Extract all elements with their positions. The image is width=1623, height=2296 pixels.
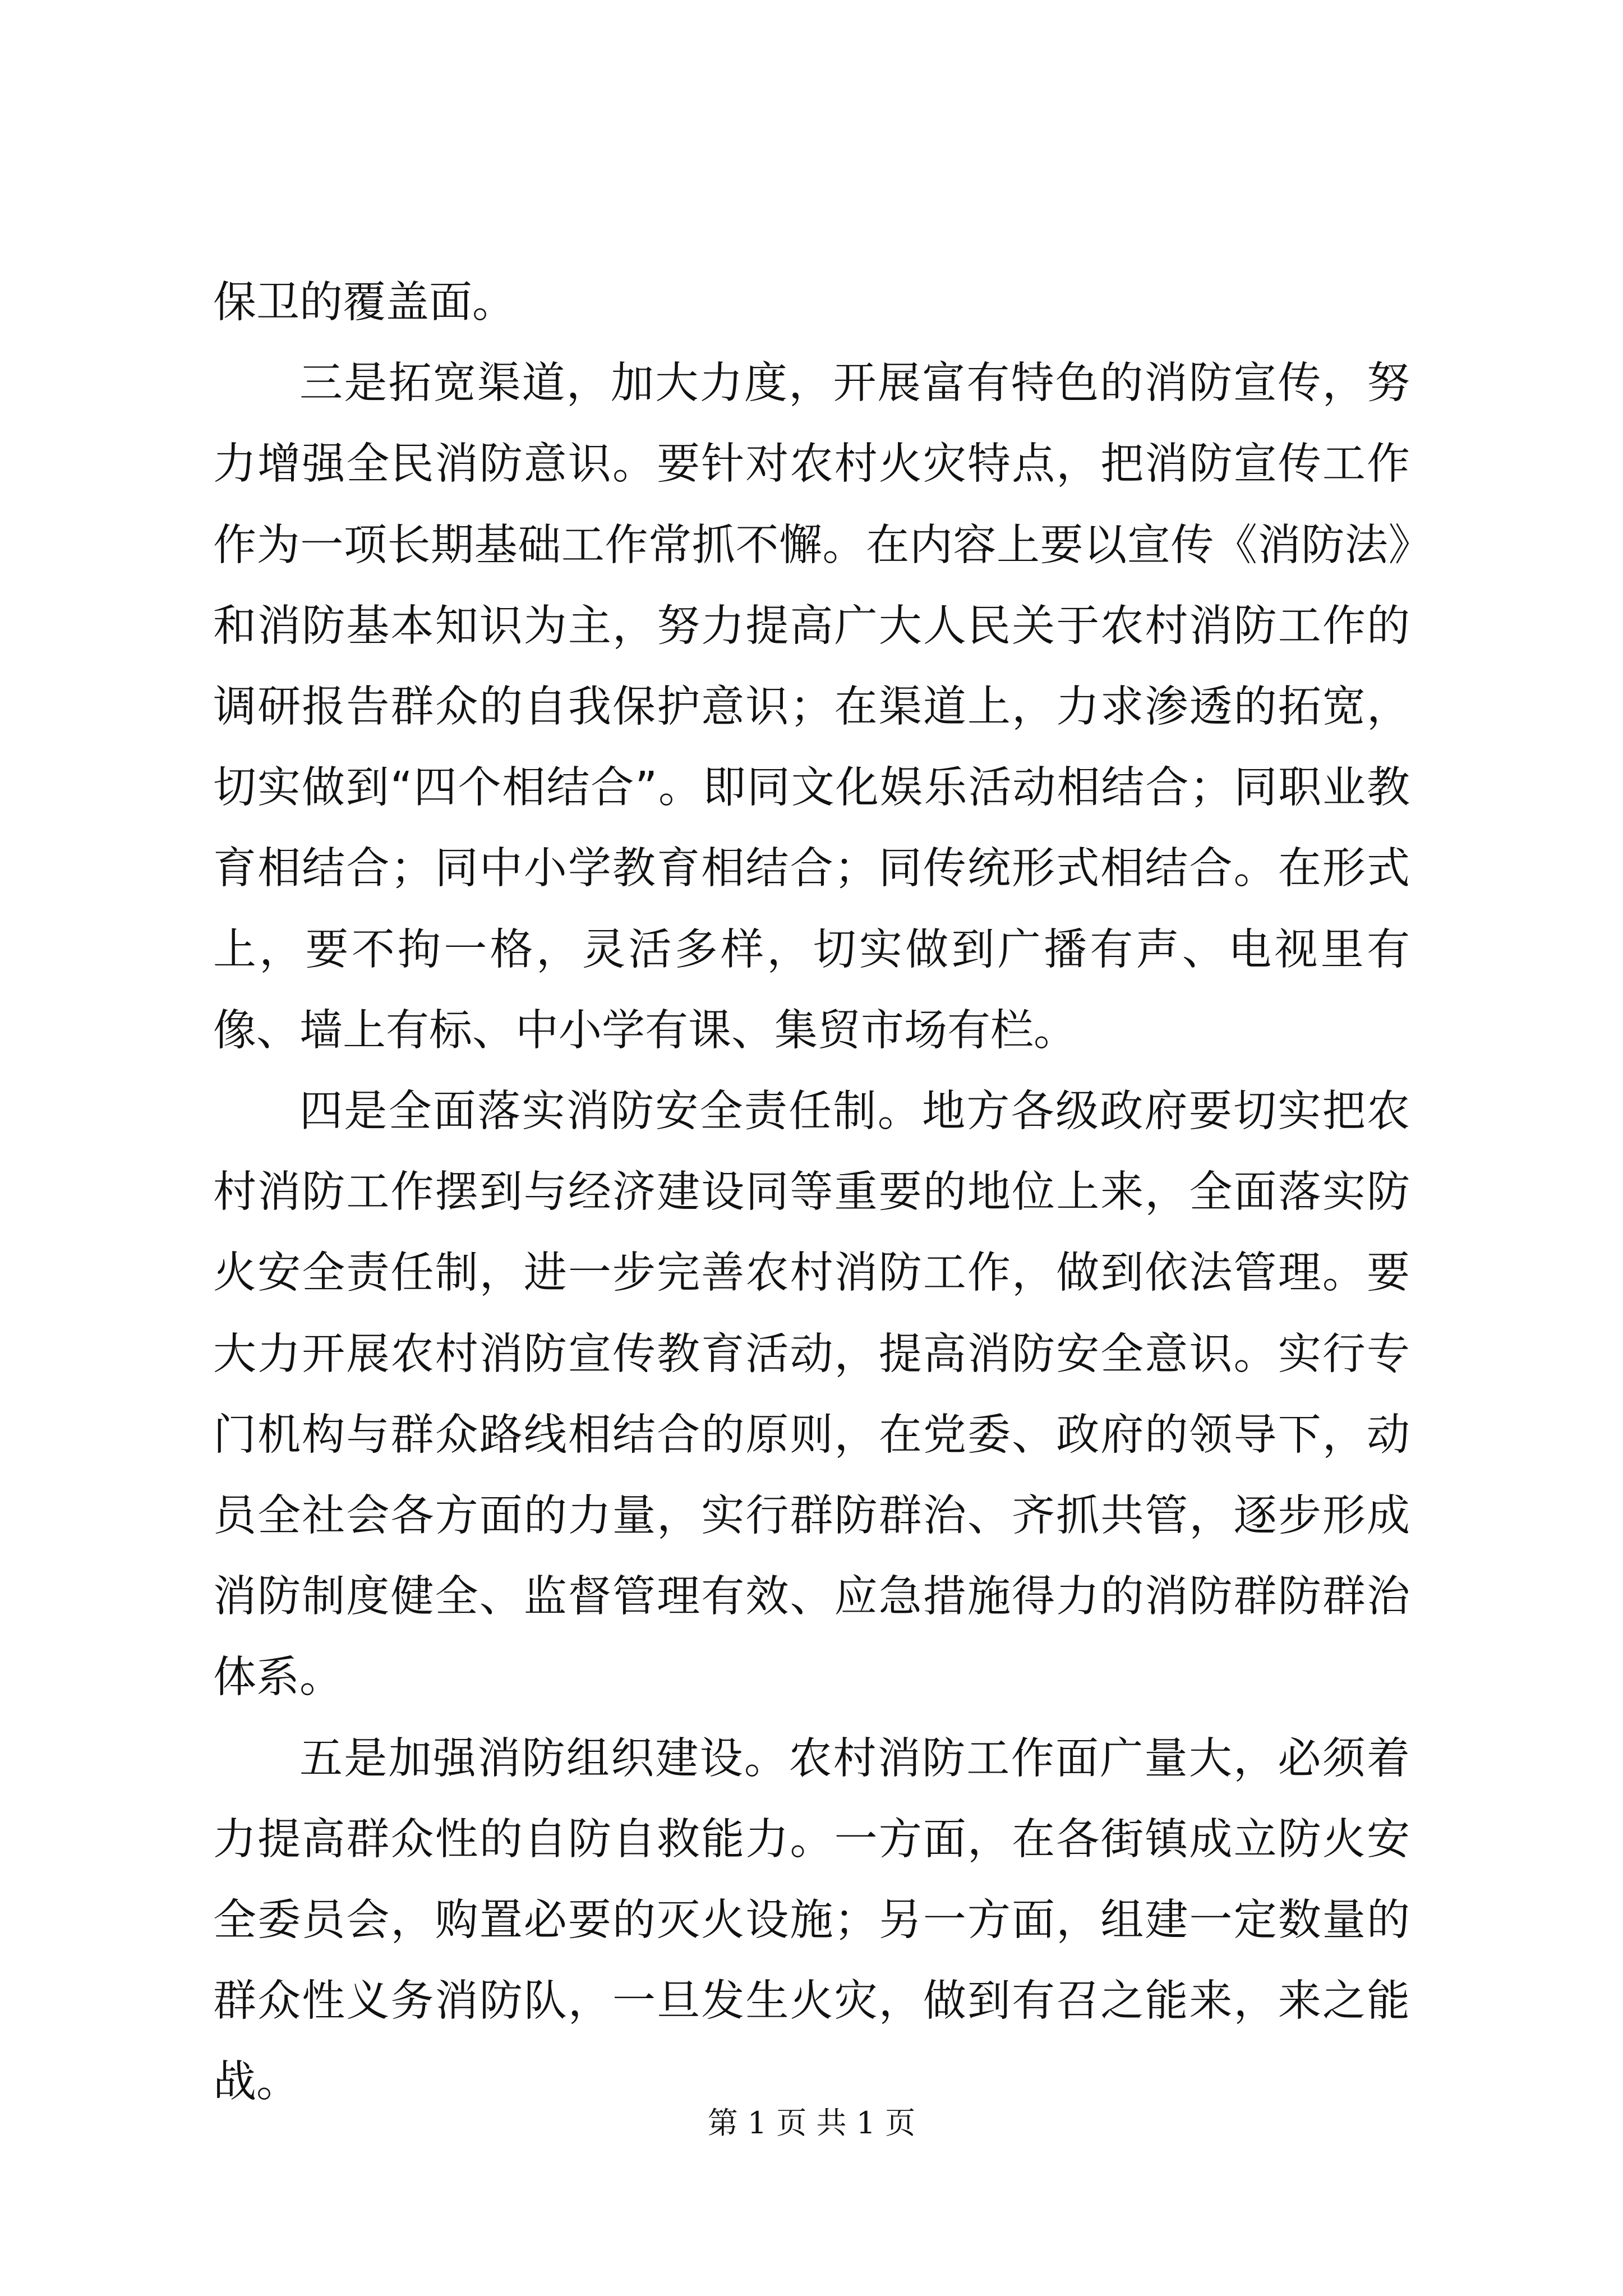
paragraph-publicity: 三是拓宽渠道，加大力度，开展富有特色的消防宣传，努力增强全民消防意识。要针对农村火灾特点，把消防宣传工作作为一项长期基础工作常抓不懈。在内容上要以宣传《消防法》和消防基本知识为主，努力提高广大人民关于农村消防工作的调研报告群众的自我保护意识；在渠道上，力求渗透的拓宽，切实做到“四个相结合”。即同文化娱乐活动相结合；同职业教育相结合；同中小学教育相结合；同传统形式相结合。在形式上，要不拘一格，灵活多样，切实做到广播有声、电视里有像、墙上有标、中小学有课、集贸市场有栏。 — [213, 358, 1410, 1056]
paragraph-responsibility: 四是全面落实消防安全责任制。地方各级政府要切实把农村消防工作摆到与经济建设同等重要的地位上来，全面落实防火安全责任制，进一步完善农村消防工作，做到依法管理。要大力开展农村消防宣传教育活动，提高消防安全意识。实行专门机构与群众路线相结合的原则，在党委、政府的领导下，动员全社会各方面的力量，实行群防群治、齐抓共管，逐步形成消防制度健全、监督管理有效、应急措施得力的消防群防群治体系。 — [213, 1087, 1410, 1703]
paragraph-organization: 五是加强消防组织建设。农村消防工作面广量大，必须着力提高群众性的自防自救能力。一方面，在各街镇成立防火安全委员会，购置必要的灭火设施；另一方面，组建一定数量的群众性义务消防队，一旦发生火灾，做到有召之能来，来之能战。 — [213, 1733, 1410, 2108]
paragraph-continuation: 保卫的覆盖面。 — [213, 278, 515, 328]
page-footer: 第 1 页 共 1 页 — [707, 2105, 916, 2141]
document-body — [213, 263, 1410, 2123]
